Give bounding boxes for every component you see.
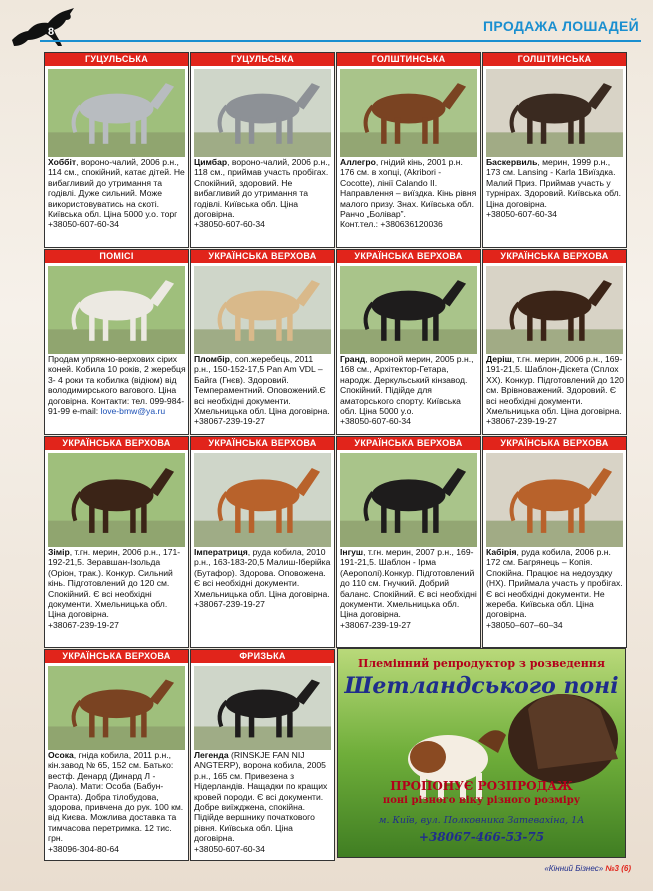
description: , мерин, 1999 р.н., 173 см. Lansing - Karla 1Виїздка. Малий Приз. Приймав участь у турнірах. Здоровий. Київська обл. — [486, 157, 622, 199]
listing-card — [190, 436, 335, 648]
breed-label: ГОЛШТИНСЬКА — [483, 53, 626, 66]
description: , т.гн. мерин, 2006 р.н., 169-191-21,5. Шаблон-Діскета (Сплох ХХ). Конкур. Підготовлений до 120 см. Врівноважений. Здоровий. Є всі необхідні документи. Хмельницька обл. Ціна договірна. — [486, 354, 624, 417]
horse-name: Осока — [48, 750, 74, 760]
listing-card — [44, 52, 189, 248]
ad-line-1: Племінний репродуктор з розведення — [358, 657, 605, 670]
listing-card — [44, 436, 189, 648]
horse-name: Аллегро — [340, 157, 376, 167]
ad-address: м. Київ, вул. Полковника Затевахіна, 1А — [378, 815, 585, 826]
breed-label: ГОЛШТИНСЬКА — [337, 53, 480, 66]
breed-label: УКРАЇНСЬКА ВЕРХОВА — [191, 437, 334, 450]
horse-photo — [48, 266, 185, 354]
phone-number: +38050-607-60-34 — [194, 843, 265, 854]
horse-photo — [194, 666, 331, 750]
listing-text — [340, 354, 478, 427]
ad-line-2: Шетландського поні — [344, 673, 619, 699]
horse-photo — [194, 453, 331, 547]
email-link[interactable]: love-bmw@ya.ru — [100, 406, 166, 417]
listing-card — [44, 649, 189, 861]
listing-text — [194, 547, 332, 609]
horse-photo — [486, 69, 623, 157]
phone-number: +38067-239-19-27 — [486, 416, 557, 427]
listing-text — [194, 157, 332, 230]
listing-text — [48, 157, 186, 230]
phone-number: +38067-239-19-27 — [48, 619, 119, 630]
listing-card — [336, 249, 481, 435]
description: , руда кобила, 2010 р.н., 163-183-20,5 Малиш-Іберійка (Бутафор). Здорова. Оповожена. Є всі необхідні документи. Хмельницька обл. Ціна договірна. — [194, 547, 331, 599]
horse-photo — [340, 266, 477, 354]
breed-label: ПОМІСІ — [45, 250, 188, 263]
listing-text — [48, 547, 186, 630]
breed-label: УКРАЇНСЬКА ВЕРХОВА — [337, 437, 480, 450]
phone-number: +38050-607-60-34 — [486, 209, 557, 220]
price: Ціна договірна. — [486, 198, 547, 209]
horse-photo — [340, 69, 477, 157]
phone-number: +38050-607-60-34 — [340, 416, 411, 427]
listing-card — [482, 52, 627, 248]
horse-photo — [48, 453, 185, 547]
horse-name: Інгуш — [340, 547, 364, 557]
phone-number: +38067-239-19-27 — [194, 416, 265, 427]
horse-photo — [48, 69, 185, 157]
breed-label: УКРАЇНСЬКА ВЕРХОВА — [483, 437, 626, 450]
listing-text — [194, 750, 332, 854]
listing-card — [482, 436, 627, 648]
horse-photo — [194, 69, 331, 157]
listing-card — [190, 52, 335, 248]
phone-number: +38096-304-80-64 — [48, 843, 119, 854]
listing-text — [340, 547, 478, 630]
description: (RINSKJE FAN NIJ ANGTERP), ворона кобила, 2005 р.н., 165 см. Привезена з Нідерландів. Нащадки по кращих кровей породи. Є всі документи. Добре виїжджена, спокійна. Підійде вершнику початкового рівня. Київська обл. Ціна договірна. — [194, 750, 328, 844]
listing-card — [44, 249, 189, 435]
description: , вороно-чалий, 2006 р.н., 118 см., приймав участь пробігах. Спокійний, здоровий. Не вибагливий до утримання та годівлі. Київська обл. — [194, 157, 330, 209]
shetland-pony-ad — [337, 648, 626, 858]
footer — [544, 864, 631, 873]
breed-label: ФРИЗЬКА — [191, 650, 334, 663]
section-title: ПРОДАЖА ЛОШАДЕЙ — [483, 18, 639, 34]
phone-number: +38050-607-60-34 — [194, 219, 265, 230]
horse-name: Гранд — [340, 354, 366, 364]
breed-label: УКРАЇНСЬКА ВЕРХОВА — [45, 650, 188, 663]
horse-photo — [194, 266, 331, 354]
horse-name: Хоббіт — [48, 157, 77, 167]
breed-label: ГУЦУЛЬСЬКА — [45, 53, 188, 66]
issue-number: №3 (6) — [605, 864, 631, 873]
horse-name: Цимбар — [194, 157, 228, 167]
horse-name: Легенда — [194, 750, 229, 760]
listing-card — [336, 436, 481, 648]
listing-card — [336, 52, 481, 248]
price: Ціна 5000 у.о. — [356, 406, 414, 417]
price: Ціна 5000 у.о. торг — [101, 209, 178, 220]
horse-photo — [486, 453, 623, 547]
description: , гнідий кінь, 2001 р.н. 176 см. в хопці, (Akribori - Cocotte), лінії Calando II. Направлення – виїздка. Кінь рівня малого призу. Знах. Київська обл. Ранчо „Болівар”. — [340, 157, 477, 220]
horse-name: Деріш — [486, 354, 512, 364]
listing-text — [486, 547, 624, 630]
listing-card — [482, 249, 627, 435]
horse-photo — [340, 453, 477, 547]
page-number: 8 — [48, 26, 55, 38]
phone-number: +38050-607-60-34 — [48, 219, 119, 230]
header-rule — [40, 40, 641, 42]
horse-name: Зімір — [48, 547, 70, 557]
magazine-name: «Кінний Бізнес» — [544, 864, 604, 873]
description: , соп.жеребець, 2011 р.н., 150-152-17,5 Pan Am VDL – Байга (Гнєв). Здоровий. Темпераментний. Оповожений.Є всі необхідні документи. Хмельницька обл. Ціна договірна. — [194, 354, 330, 417]
phone-number: Конт.тел.: +380636120036 — [340, 219, 443, 230]
description: , вороно-чалий, 2006 р.н., 114 см., спокійний, катає дітей. Не вибагливий до утримання та годівлі. Дуже сильний. Може використовуватись на скоті. Київська обл. — [48, 157, 185, 220]
listing-card — [190, 249, 335, 435]
phone-number: +38050–607–60–34 — [486, 619, 563, 630]
horse-name: Імператриця — [194, 547, 248, 557]
ad-offer: ПРОПОНУЄ РОЗПРОДАЖ — [390, 779, 573, 793]
listing-text — [486, 157, 624, 219]
breed-label: УКРАЇНСЬКА ВЕРХОВА — [45, 437, 188, 450]
price: e-mail: — [69, 406, 101, 417]
horse-photo — [48, 666, 185, 750]
horse-name: Кабірія — [486, 547, 517, 557]
breed-label: УКРАЇНСЬКА ВЕРХОВА — [483, 250, 626, 263]
description: , т.гн. мерин, 2007 р.н., 169-191-21,5. Шаблон - Ірма (Аерополі).Конкур. Підготовлений до 110 см. Гнучкий. Добрий баланс. Спокійний. Є всі необхідні документи. Хмельницька обл. Ціна договірна. — [340, 547, 477, 620]
breed-label: УКРАЇНСЬКА ВЕРХОВА — [191, 250, 334, 263]
breed-label: УКРАЇНСЬКА ВЕРХОВА — [337, 250, 480, 263]
description: , т.гн. мерин, 2006 р.н., 171-192-21,5. Зеравшан-Ізольда (Оріон, трак.). Конкур. Сильний кінь. Підготовлений до 120 см. Спокійний. Є всі необхідні документи. Хмельницька обл. Ціна договірна. — [48, 547, 181, 620]
listing-text — [48, 354, 186, 416]
listing-text — [340, 157, 478, 230]
header — [0, 0, 653, 48]
listing-card — [190, 649, 335, 861]
description: , вороной мерин, 2005 р.н., 168 см., Архітектор-Гетара, народж. Деркульський кінзавод. Спокійний. Підійде для аматорського спорту. Київська обл. — [340, 354, 474, 417]
horse-name: Пломбір — [194, 354, 230, 364]
description: , руда кобила, 2006 р.н. 172 см. Багрянець – Копія. Спокійна. Працює на недоуздку (НХ). Приймала участь у пробігах. Є всі необхідні документи. Не жереба. Київська обл. Ціна договірна. — [486, 547, 623, 620]
listing-text — [194, 354, 332, 427]
description: , гніда кобила, 2011 р.н., кін.завод № 65, 152 см. Батько: вестф. Денард (Динард Л - Раола). Мати: Особа (Бабун-Оранта). Добра тілобудова, здорова, привчена до рук. 100 км. від Києва. Можлива доставка та тимчасова перетримка. 12 тис. грн. — [48, 750, 184, 844]
breed-label: ГУЦУЛЬСЬКА — [191, 53, 334, 66]
description: Продам упряжно-верхових сірих коней. Кобила 10 років, 2 жеребця 3- 4 роки та кобилка (відіюм) від володимирського вагового. Ціна договірна. Контакти: тел. 099-984-91-99 — [48, 354, 186, 417]
ad-phone: +38067-466-53-75 — [418, 830, 545, 844]
horse-name: Баскервиль — [486, 157, 538, 167]
price: Ціна договірна. — [194, 198, 298, 220]
ad-offer-detail: поні різного віку різного розміру — [382, 795, 581, 806]
listing-text — [48, 750, 186, 854]
listing-text — [486, 354, 624, 427]
phone-number: +38067-239-19-27 — [194, 599, 265, 610]
phone-number: +38067-239-19-27 — [340, 619, 411, 630]
horse-photo — [486, 266, 623, 354]
